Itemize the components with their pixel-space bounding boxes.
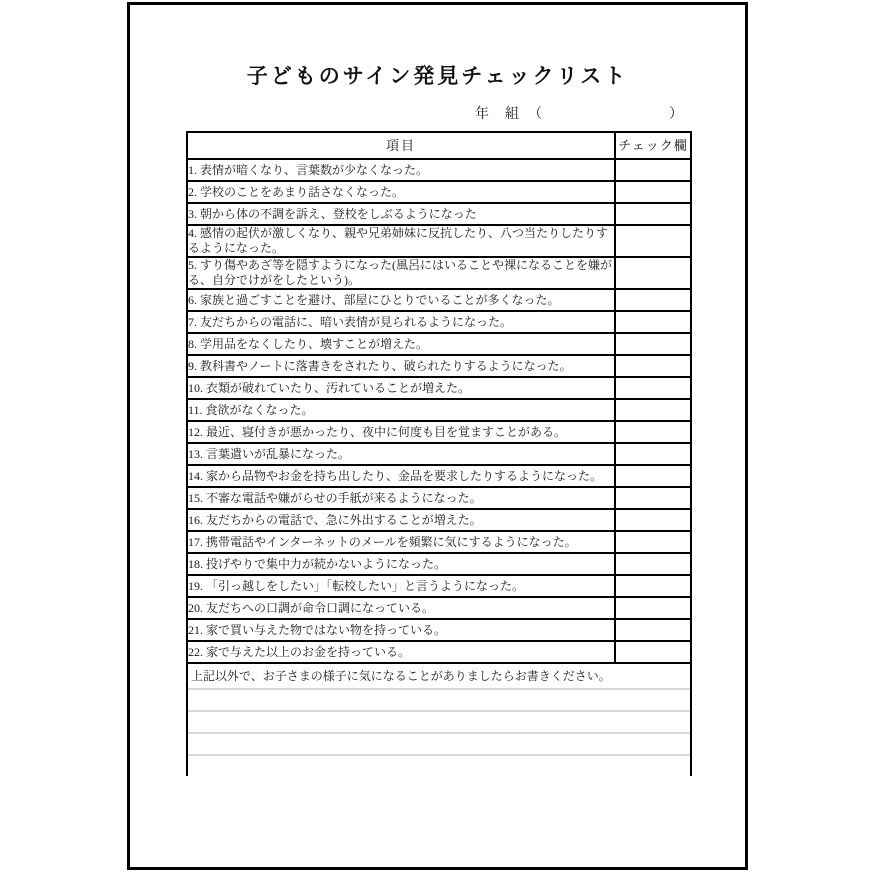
table-row <box>187 203 691 225</box>
year-class-line <box>475 103 684 123</box>
table-row <box>187 619 691 641</box>
year-class-blank-field[interactable] <box>543 109 669 123</box>
item-text: 1. 表情が暗くなり、言葉数が少なくなった。 <box>187 159 615 181</box>
table-row <box>187 487 691 509</box>
table-row <box>187 531 691 553</box>
check-cell[interactable] <box>615 597 691 619</box>
check-cell[interactable] <box>615 225 691 257</box>
item-text: 16. 友だちからの電話で、急に外出することが増えた。 <box>187 509 615 531</box>
table-row <box>187 641 691 663</box>
year-class-label: 年 組 （ <box>475 107 543 122</box>
item-text: 22. 家で与えた以上のお金を持っている。 <box>187 641 615 663</box>
table-row <box>187 443 691 465</box>
write-line[interactable] <box>187 689 691 711</box>
check-cell[interactable] <box>615 399 691 421</box>
check-cell[interactable] <box>615 443 691 465</box>
document-title: 子どものサイン発見チェックリスト <box>246 64 629 88</box>
check-cell[interactable] <box>615 641 691 663</box>
check-cell[interactable] <box>615 531 691 553</box>
table-row <box>187 399 691 421</box>
item-text: 4. 感情の起伏が激しくなり、親や兄弟姉妹に反抗したり、八つ当たりしたりするようになった。 <box>187 225 615 257</box>
free-write-blank-row <box>187 689 691 711</box>
write-line[interactable] <box>187 733 691 755</box>
check-cell[interactable] <box>615 465 691 487</box>
check-cell[interactable] <box>615 203 691 225</box>
item-text: 12. 最近、寝付きが悪かったり、夜中に何度も目を覚ますことがある。 <box>187 421 615 443</box>
item-text: 9. 教科書やノートに落書きをされたり、破られたりするようになった。 <box>187 355 615 377</box>
item-text: 2. 学校のことをあまり話さなくなった。 <box>187 181 615 203</box>
check-cell[interactable] <box>615 159 691 181</box>
free-write-instruction-row <box>187 663 691 689</box>
check-cell[interactable] <box>615 421 691 443</box>
free-write-blank-row <box>187 711 691 733</box>
write-line[interactable] <box>187 711 691 733</box>
item-text: 5. すり傷やあざ等を隠すようになった(風呂にはいることや裸になることを嫌がる、自分でけがをしたという)。 <box>187 257 615 289</box>
item-text: 11. 食欲がなくなった。 <box>187 399 615 421</box>
table-row <box>187 159 691 181</box>
checklist-table <box>186 131 692 776</box>
table-row <box>187 355 691 377</box>
item-text: 7. 友だちからの電話に、暗い表情が見られるようになった。 <box>187 311 615 333</box>
item-text: 10. 衣類が破れていたり、汚れていることが増えた。 <box>187 377 615 399</box>
item-text: 8. 学用品をなくしたり、壊すことが増えた。 <box>187 333 615 355</box>
header-row <box>187 132 691 159</box>
document-page <box>127 2 748 870</box>
write-line[interactable] <box>187 755 691 776</box>
item-text: 6. 家族と過ごすことを避け、部屋にひとりでいることが多くなった。 <box>187 289 615 311</box>
table-row <box>187 553 691 575</box>
item-text: 14. 家から品物やお金を持ち出したり、金品を要求したりするようになった。 <box>187 465 615 487</box>
table-row <box>187 257 691 289</box>
year-class-close: ） <box>669 107 684 122</box>
check-cell[interactable] <box>615 181 691 203</box>
check-cell[interactable] <box>615 333 691 355</box>
item-text: 20. 友だちへの口調が命令口調になっている。 <box>187 597 615 619</box>
table-row <box>187 465 691 487</box>
check-cell[interactable] <box>615 553 691 575</box>
item-text: 18. 投げやりで集中力が続かないようになった。 <box>187 553 615 575</box>
table-row <box>187 597 691 619</box>
free-write-instruction: 上記以外で、お子さまの様子に気になることがありましたらお書きください。 <box>187 663 691 689</box>
check-cell[interactable] <box>615 487 691 509</box>
check-cell[interactable] <box>615 355 691 377</box>
table-row <box>187 333 691 355</box>
check-cell[interactable] <box>615 311 691 333</box>
table-row <box>187 509 691 531</box>
check-cell[interactable] <box>615 509 691 531</box>
table-row <box>187 575 691 597</box>
free-write-blank-row <box>187 755 691 776</box>
free-write-blank-row <box>187 733 691 755</box>
item-text: 15. 不審な電話や嫌がらせの手紙が来るようになった。 <box>187 487 615 509</box>
check-cell[interactable] <box>615 619 691 641</box>
item-text: 17. 携帯電話やインターネットのメールを頻繁に気にするようになった。 <box>187 531 615 553</box>
check-cell[interactable] <box>615 377 691 399</box>
check-cell[interactable] <box>615 289 691 311</box>
item-text: 13. 言葉遣いが乱暴になった。 <box>187 443 615 465</box>
table-row <box>187 225 691 257</box>
item-text: 3. 朝から体の不調を訴え、登校をしぶるようになった <box>187 203 615 225</box>
table-row <box>187 181 691 203</box>
item-text: 21. 家で買い与えた物ではない物を持っている。 <box>187 619 615 641</box>
check-cell[interactable] <box>615 257 691 289</box>
table-row <box>187 311 691 333</box>
check-cell[interactable] <box>615 575 691 597</box>
check-column-header: チェック欄 <box>615 132 691 159</box>
table-row <box>187 289 691 311</box>
table-row <box>187 377 691 399</box>
item-column-header: 項目 <box>187 132 615 159</box>
table-row <box>187 421 691 443</box>
item-text: 19. 「引っ越しをしたい」「転校したい」と言うようになった。 <box>187 575 615 597</box>
